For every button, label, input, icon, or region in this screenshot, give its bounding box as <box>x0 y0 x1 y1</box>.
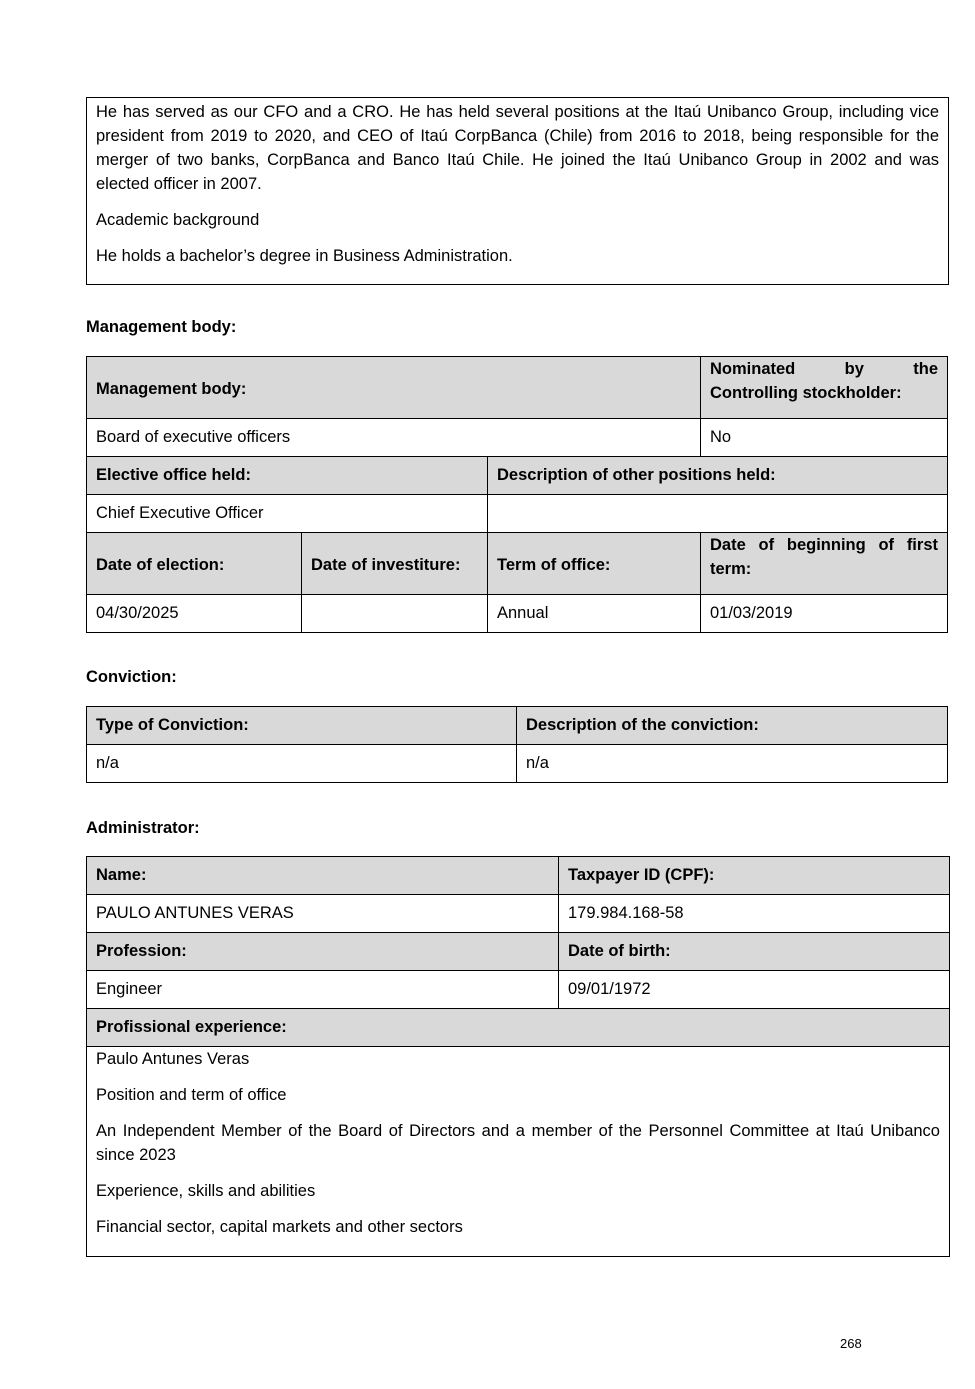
conviction-description-label: Description of the conviction: <box>517 707 948 745</box>
conviction-type-value: n/a <box>87 745 517 783</box>
other-positions-value <box>488 495 948 533</box>
academic-background-text: He holds a bachelor’s degree in Business Administration. <box>96 247 513 265</box>
nominated-label: Nominated by the Controlling stockholder: <box>701 357 948 419</box>
investiture-date-value <box>302 595 488 633</box>
birth-date-label: Date of birth: <box>559 933 950 971</box>
profession-label: Profession: <box>87 933 559 971</box>
page-number: 268 <box>840 1336 862 1351</box>
investiture-date-label: Date of investiture: <box>302 533 488 595</box>
elective-office-label: Elective office held: <box>87 457 488 495</box>
term-value: Annual <box>488 595 701 633</box>
experience-line: Experience, skills and abilities <box>96 1182 316 1200</box>
experience-cell <box>87 1047 950 1257</box>
administrator-table <box>86 856 950 1257</box>
management-body-value: Board of executive officers <box>87 419 701 457</box>
management-body-label: Management body: <box>87 357 701 419</box>
conviction-heading: Conviction: <box>86 668 177 686</box>
other-positions-label: Description of other positions held: <box>488 457 948 495</box>
first-term-value: 01/03/2019 <box>701 595 948 633</box>
intro-paragraph: He has served as our CFO and a CRO. He has held several positions at the Itaú Unibanco Group, including vice president from 2019 to 2020, and CEO of Itaú CorpBanca (Chile) from 2016 to 2018, being responsible for the merger of two banks, CorpBanca and Banco Itaú Chile. He joined the Itaú Unibanco Group in 2002 and was elected officer in 2007. <box>96 103 939 193</box>
profession-value: Engineer <box>87 971 559 1009</box>
administrator-heading: Administrator: <box>86 819 200 837</box>
nominated-value: No <box>701 419 948 457</box>
experience-line: Paulo Antunes Veras <box>96 1050 250 1068</box>
conviction-type-label: Type of Conviction: <box>87 707 517 745</box>
first-term-label: Date of beginning of first term: <box>701 533 948 595</box>
election-date-label: Date of election: <box>87 533 302 595</box>
intro-box-cell <box>87 98 949 285</box>
cpf-value: 179.984.168-58 <box>559 895 950 933</box>
conviction-description-value: n/a <box>517 745 948 783</box>
experience-line: Position and term of office <box>96 1086 287 1104</box>
experience-line: An Independent Member of the Board of Directors and a member of the Personnel Committee at Itaú Unibanco since 2023 <box>96 1122 940 1164</box>
election-date-value: 04/30/2025 <box>87 595 302 633</box>
name-label: Name: <box>87 857 559 895</box>
experience-label: Profissional experience: <box>87 1009 950 1047</box>
conviction-table <box>86 706 948 783</box>
elective-office-value: Chief Executive Officer <box>87 495 488 533</box>
name-value: PAULO ANTUNES VERAS <box>87 895 559 933</box>
experience-line: Financial sector, capital markets and other sectors <box>96 1218 463 1236</box>
management-heading: Management body: <box>86 318 237 336</box>
academic-background-heading: Academic background <box>96 211 260 229</box>
cpf-label: Taxpayer ID (CPF): <box>559 857 950 895</box>
birth-date-value: 09/01/1972 <box>559 971 950 1009</box>
intro-box <box>86 97 949 285</box>
term-label: Term of office: <box>488 533 701 595</box>
management-table <box>86 356 948 633</box>
